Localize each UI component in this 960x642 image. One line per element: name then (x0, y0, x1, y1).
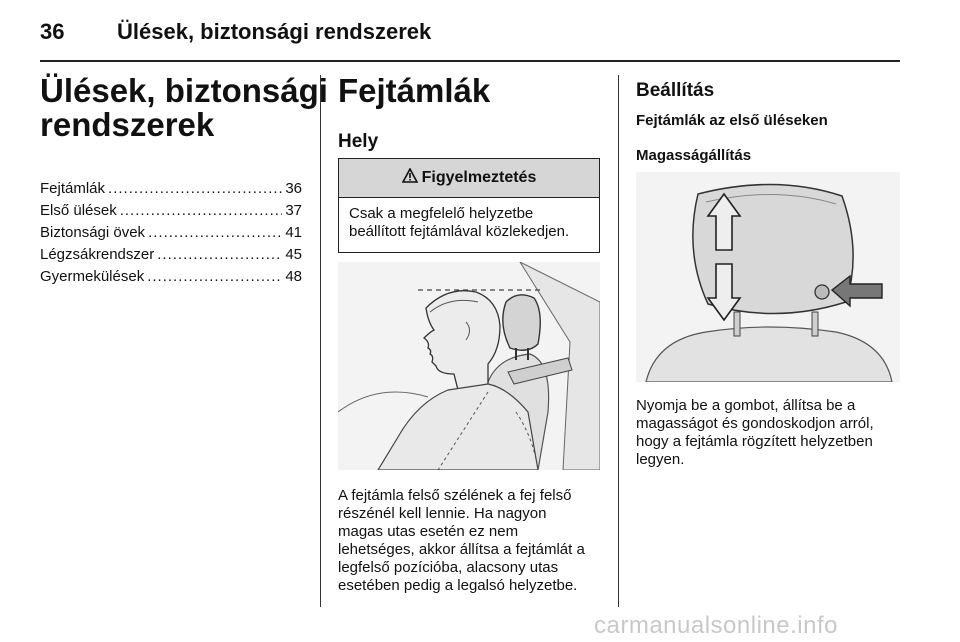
height-adjustment-subheading: Magasságállítás (636, 147, 752, 164)
toc-page: 41 (285, 224, 302, 241)
column-divider-2 (618, 75, 619, 607)
toc-page: 36 (285, 180, 302, 197)
warning-header (339, 159, 599, 198)
toc-page: 37 (285, 202, 302, 219)
toc-leader (108, 178, 282, 200)
toc-item[interactable] (40, 200, 302, 222)
head-restraint-position-paragraph: A fejtámla felső szélének a fej felső részénél kell lennie. Ha nagyon magas utas esetén ez nem lehetséges, akkor állítsa a fejtámlát a legfelső pozícióba, alacsony utas esetében pedig a legalsó helyzetbe. (338, 487, 585, 594)
toc-leader (147, 266, 282, 288)
header-rule (40, 60, 900, 62)
warning-text: Csak a megfelelő helyzetbe beállított fejtámlával közlekedjen. (349, 205, 570, 240)
toc-label: Légzsákrendszer (40, 246, 155, 263)
adjustment-heading: Beállítás (636, 80, 715, 101)
toc-label: Biztonsági övek (40, 224, 146, 241)
toc-item[interactable] (40, 222, 302, 244)
toc-leader (148, 222, 282, 244)
running-header: Ülések, biztonsági rendszerek (117, 19, 432, 44)
warning-triangle-icon (402, 168, 418, 188)
toc-leader (157, 244, 282, 266)
warning-heading: Figyelmeztetés (421, 169, 537, 186)
section-title: Fejtámlák (338, 72, 491, 109)
watermark: carmanualsonline.info (594, 612, 838, 639)
chapter-title: Ülések, biztonsági rendszerek (40, 72, 328, 143)
toc-item[interactable] (40, 244, 302, 266)
toc-page: 45 (285, 246, 302, 263)
toc-item[interactable] (40, 266, 302, 288)
toc-item[interactable] (40, 178, 302, 200)
toc-leader (120, 200, 283, 222)
front-seats-subheading: Fejtámlák az első üléseken (636, 112, 828, 129)
warning-box (338, 158, 600, 253)
toc-page: 48 (285, 268, 302, 285)
table-of-contents (40, 178, 302, 288)
subsection-title: Hely (338, 131, 379, 152)
page-number: 36 (40, 19, 65, 44)
head-restraint-position-illustration (338, 262, 600, 470)
height-adjustment-paragraph: Nyomja be a gombot, állítsa be a magasságot és gondoskodjon arról, hogy a fejtámla rögzített helyzetben legyen. (636, 397, 874, 468)
toc-label: Fejtámlák (40, 180, 106, 197)
column-divider-1 (320, 75, 321, 607)
toc-label: Gyermekülések (40, 268, 145, 285)
height-adjustment-illustration (636, 172, 900, 382)
toc-label: Első ülések (40, 202, 117, 219)
